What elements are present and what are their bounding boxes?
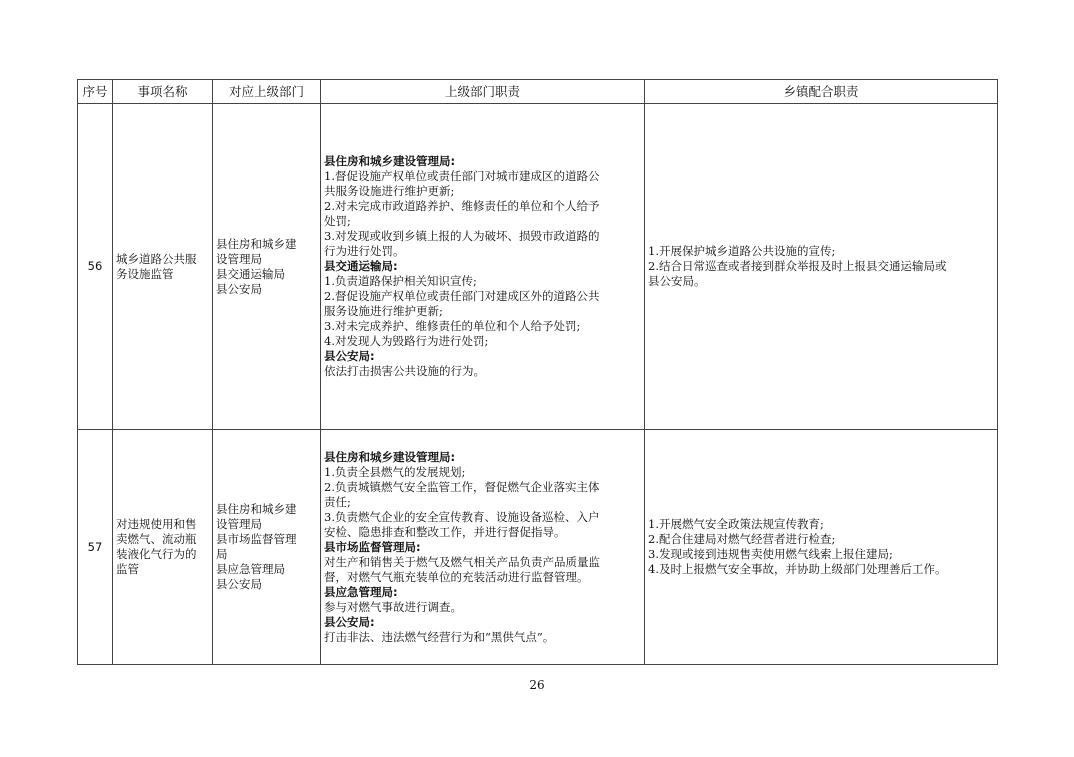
department-heading: 县公安局: — [324, 349, 375, 363]
duty-line: 3.对未完成养护、维修责任的单位和个人给予处罚; — [324, 319, 581, 333]
header-upper-department: 对应上级部门 — [213, 80, 321, 104]
item-name-cell — [113, 430, 213, 665]
cell-line: 县公安局。 — [648, 274, 706, 288]
cell-line: 县市场监督管理 — [216, 532, 297, 546]
header-row — [78, 80, 998, 104]
duty-line: 对生产和销售关于燃气及燃气相关产品负责产品质量监 — [324, 554, 600, 569]
town-duties-cell — [645, 430, 998, 665]
duty-line: 处罚; — [324, 214, 351, 228]
cell-line: 4.及时上报燃气安全事故，并协助上级部门处理善后工作。 — [648, 562, 947, 576]
duty-line: 1.负责道路保护相关知识宣传; — [324, 274, 477, 288]
duty-line: 2.督促设施产权单位或责任部门对建成区外的道路公共 — [324, 289, 600, 303]
department-heading: 县市场监督管理局: — [324, 539, 421, 554]
duty-line: 安检、隐患排查和整改工作，并进行督促指导。 — [324, 524, 566, 539]
duty-line: 依法打击损害公共设施的行为。 — [324, 364, 485, 378]
duty-line: 责任; — [324, 494, 351, 509]
cell-line: 务设施监管 — [116, 266, 174, 281]
item-name-cell — [113, 104, 213, 430]
row-number: 57 — [78, 430, 113, 665]
duty-line: 4.对发现人为毁路行为进行处罚; — [324, 334, 489, 348]
duty-line: 打击非法、违法燃气经营行为和“黑供气点”。 — [324, 629, 555, 644]
duty-line: 1.负责全县燃气的发展规划; — [324, 464, 466, 479]
cell-line: 监管 — [116, 562, 139, 576]
cell-line: 1.开展燃气安全政策法规宣传教育; — [648, 517, 824, 531]
cell-line: 卖燃气、流动瓶 — [116, 532, 197, 546]
cell-line: 县公安局 — [216, 577, 262, 591]
cell-line: 县住房和城乡建 — [216, 236, 297, 251]
department-heading: 县应急管理局: — [324, 584, 398, 599]
duty-line: 2.对未完成市政道路养护、维修责任的单位和个人给予 — [324, 199, 600, 213]
header-no: 序号 — [78, 80, 113, 104]
cell-line: 1.开展保护城乡道路公共设施的宣传; — [648, 244, 836, 258]
department-cell — [213, 430, 321, 665]
cell-line: 2.结合日常巡查或者接到群众举报及时上报县交通运输局或 — [648, 259, 947, 273]
table-row — [78, 430, 998, 665]
cell-line: 2.配合住建局对燃气经营者进行检查; — [648, 532, 836, 546]
department-heading: 县住房和城乡建设管理局: — [324, 449, 456, 464]
cell-line: 3.发现或接到违规售卖使用燃气线索上报住建局; — [648, 547, 893, 561]
upper-duties-cell — [321, 104, 645, 430]
header-town-duties: 乡镇配合职责 — [645, 80, 998, 104]
department-heading: 县交通运输局: — [324, 259, 398, 273]
cell-line: 装液化气行为的 — [116, 547, 197, 561]
cell-line: 县应急管理局 — [216, 562, 285, 576]
duty-line: 1.督促设施产权单位或责任部门对城市建成区的道路公 — [324, 169, 600, 183]
duty-table — [77, 79, 998, 665]
duty-line: 服务设施进行维护更新; — [324, 304, 443, 318]
table-row — [78, 104, 998, 430]
upper-duties-cell — [321, 430, 645, 665]
duty-line: 督，对燃气气瓶充装单位的充装活动进行监督管理。 — [324, 569, 589, 584]
town-duties-cell — [645, 104, 998, 430]
duty-line: 3.负责燃气企业的安全宣传教育、设施设备巡检、入户 — [324, 509, 600, 524]
duty-line: 共服务设施进行维护更新; — [324, 184, 455, 198]
cell-line: 城乡道路公共服 — [116, 251, 197, 266]
page-number: 26 — [529, 678, 545, 692]
cell-line: 设管理局 — [216, 251, 262, 266]
duty-line: 行为进行处罚。 — [324, 244, 405, 258]
header-upper-duties: 上级部门职责 — [321, 80, 645, 104]
row-number: 56 — [78, 104, 113, 430]
cell-line: 设管理局 — [216, 517, 262, 531]
duty-line: 3.对发现或收到乡镇上报的人为破坏、损毁市政道路的 — [324, 229, 600, 243]
department-cell — [213, 104, 321, 430]
department-heading: 县公安局: — [324, 614, 375, 629]
cell-line: 局 — [216, 547, 228, 561]
department-heading: 县住房和城乡建设管理局: — [324, 154, 456, 168]
cell-line: 县交通运输局 — [216, 266, 285, 281]
cell-line: 对违规使用和售 — [116, 517, 197, 531]
cell-line: 县住房和城乡建 — [216, 502, 297, 516]
duty-line: 参与对燃气事故进行调查。 — [324, 599, 462, 614]
duty-line: 2.负责城镇燃气安全监管工作，督促燃气企业落实主体 — [324, 479, 600, 494]
header-item-name: 事项名称 — [113, 80, 213, 104]
cell-line: 县公安局 — [216, 281, 262, 296]
